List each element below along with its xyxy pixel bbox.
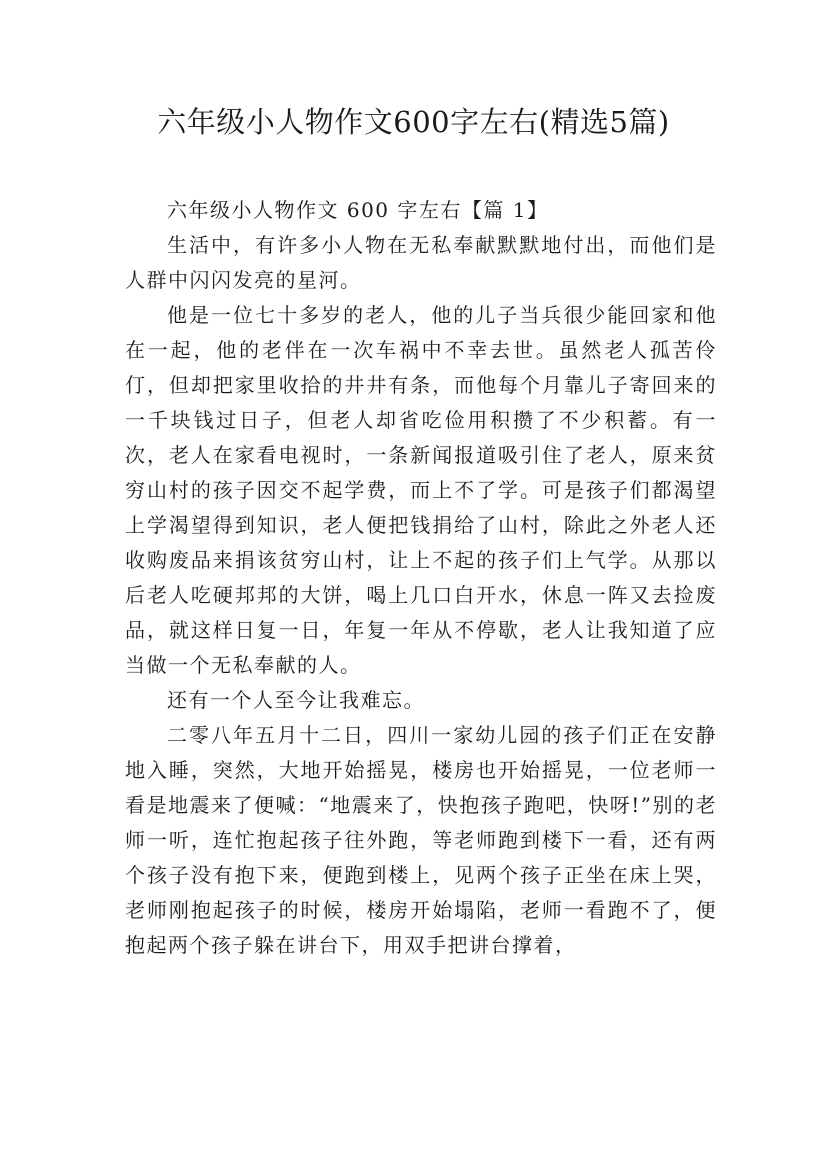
- paragraph-3: 还有一个人至今让我难忘。: [167, 688, 425, 712]
- paragraph-2: 他是一位七十多岁的老人，他的儿子当兵很少能回家和他在一起，他的老伴在一次车祸中不幸去世。虽然老人孤苦伶仃，但却把家里收拾的井井有条，而他每个月靠儿子寄回来的一千块钱过日子，但老人却省吃俭用积攒了不少积蓄。有一次，老人在家看电视时，一条新闻报道吸引住了老人，原来贫穷山村的孩子因交不起学费，而上不了学。可是孩子们都渴望上学渴望得到知识，老人便把钱捐给了山村，除此之外老人还收购废品来捐该贫穷山村，让上不起的孩子们上气学。从那以后老人吃硬邦邦的大饼，喝上几口白开水，休息一阵又去捡废品，就这样日复一日，年复一年从不停歇，老人让我知道了应当做一个无私奉献的人。: [125, 303, 717, 677]
- paragraph-1: 生活中，有许多小人物在无私奉献默默地付出，而他们是人群中闪闪发亮的星河。: [125, 233, 717, 292]
- document-title: 六年级小人物作文600字左右(精选5篇): [157, 105, 670, 139]
- document-body: [125, 193, 717, 963]
- section-heading: 六年级小人物作文 600 字左右【篇 1】: [167, 198, 549, 222]
- paragraph-4: 二零八年五月十二日，四川一家幼儿园的孩子们正在安静地入睡，突然，大地开始摇晃，楼房也开始摇晃，一位老师一看是地震来了便喊：“地震来了，快抱孩子跑吧，快呀!”别的老师一听，连忙抱起孩子往外跑，等老师跑到楼下一看，还有两个孩子没有抱下来，便跑到楼上，见两个孩子正坐在床上哭，老师刚抱起孩子的时候，楼房开始塌陷，老师一看跑不了，便抱起两个孩子躲在讲台下，用双手把讲台撑着，: [125, 723, 717, 957]
